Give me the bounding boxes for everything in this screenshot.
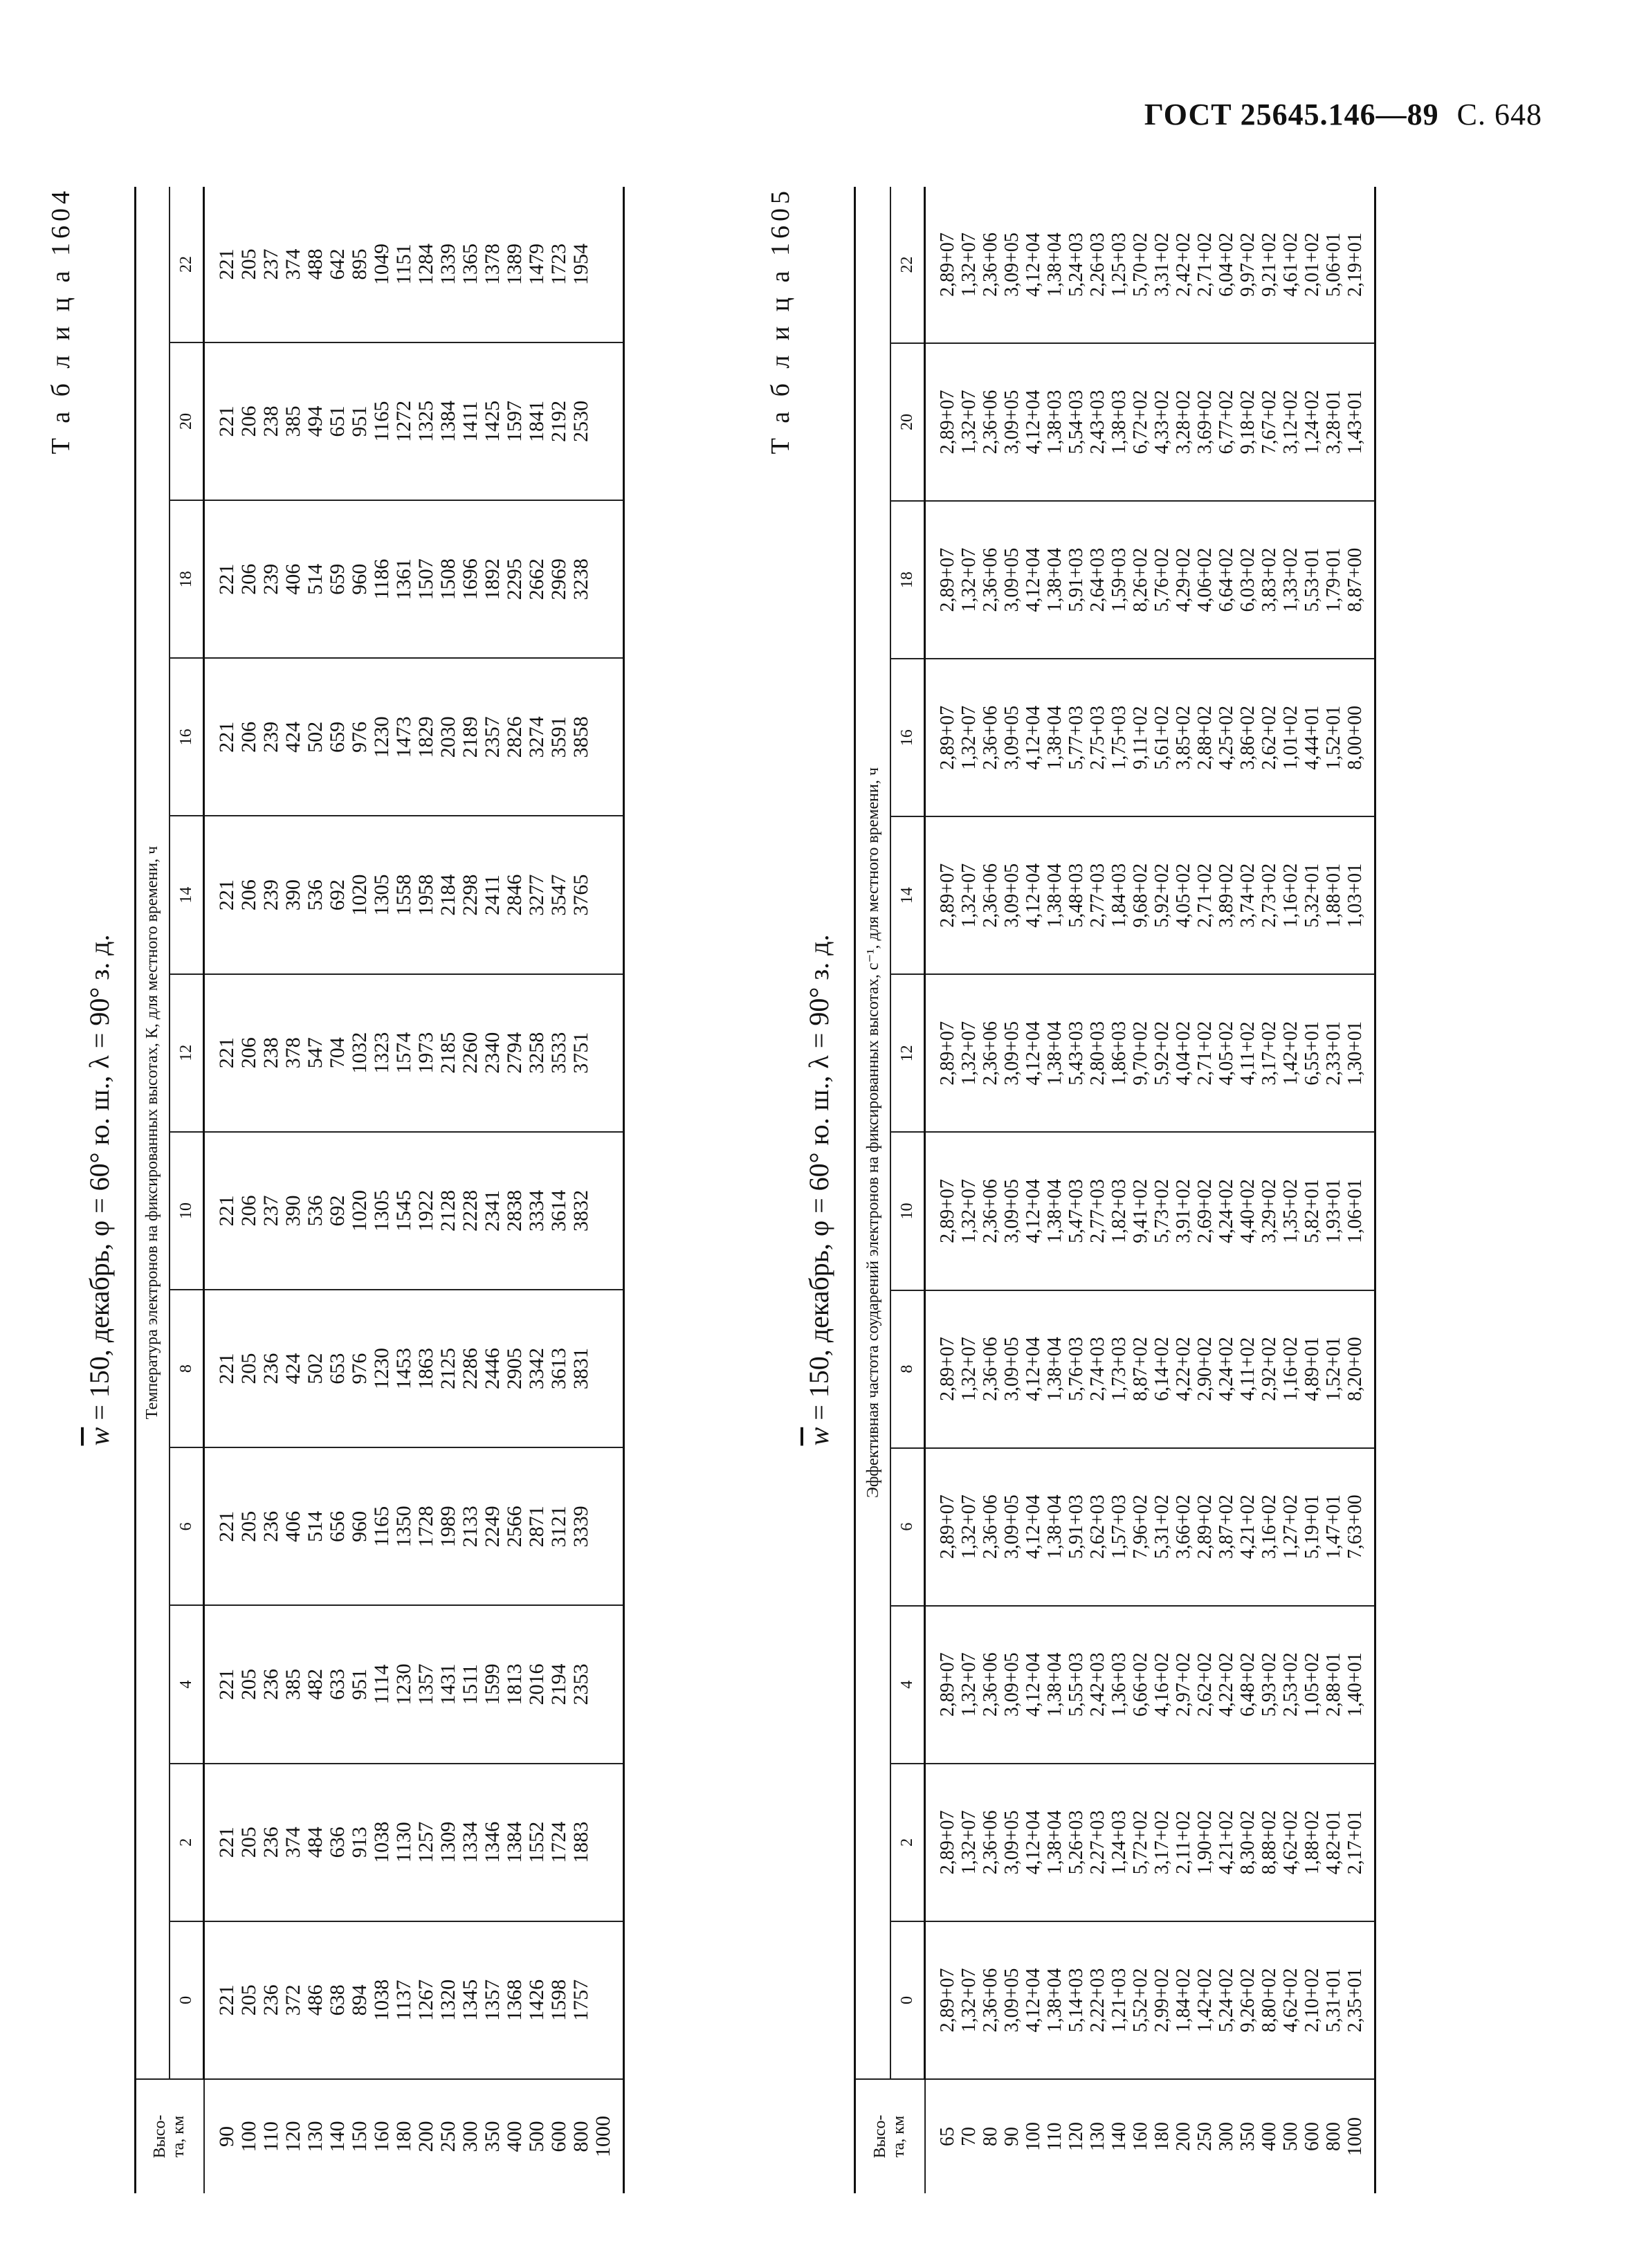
value-column: 221 205 236 374 484 636 913 1038 1130 1257 1309 1334 1346 1384 1552 1724 1883 (204, 1764, 624, 1921)
value-column: 2,89+07 1,32+07 2,36+06 3,09+05 4,12+04 1,38+04 5,91+03 2,62+03 1,57+03 7,96+02 5,31+02 3,66+02 2,89+02 3,87+02 4,21+02 3,16+02 1,27+02 5,19+01 1,47+01 7,63+00 (925, 1448, 1375, 1606)
table-title (761, 187, 844, 2193)
hour-header: 22 (890, 187, 925, 343)
value-column: 221 205 236 424 502 653 976 1230 1453 1863 2125 2286 2446 2905 3342 3613 3831 (204, 1290, 624, 1447)
title-text: = 150, декабрь, φ = 60° ю. ш., λ = 90° з. д. (84, 934, 115, 1427)
value-column: 2,89+07 1,32+07 2,36+06 3,09+05 4,12+04 1,38+04 5,24+03 2,26+03 1,25+03 5,70+02 3,31+02 2,42+02 2,71+02 6,04+02 9,97+02 9,21+02 4,61+02 2,01+02 5,06+01 2,19+01 (925, 187, 1375, 343)
value-column: 2,89+07 1,32+07 2,36+06 3,09+05 4,12+04 1,38+04 5,91+03 2,64+03 1,59+03 8,26+02 5,76+02 4,29+02 4,06+02 6,64+02 6,03+02 3,83+02 1,33+02 5,53+01 1,79+01 8,87+00 (925, 501, 1375, 659)
table-row (204, 187, 624, 2193)
table-label: Т а б л и ц а 1605 (766, 187, 795, 455)
hour-header: 0 (170, 1921, 204, 2079)
value-column: 221 206 238 385 494 651 951 1165 1272 1325 1384 1411 1425 1597 1841 2192 2530 (204, 342, 624, 500)
value-column: 221 205 236 406 514 656 960 1165 1350 1728 1989 2133 2249 2566 2871 3121 3339 (204, 1447, 624, 1605)
hour-header: 4 (170, 1605, 204, 1763)
hour-header: 8 (170, 1290, 204, 1447)
table-caption: Эффективная частота соударений электронов на фиксированных высотах, с⁻¹, для местного времени, ч (855, 187, 891, 2079)
value-column: 221 206 237 390 536 692 1020 1305 1545 1922 2128 2228 2341 2838 3334 3614 3832 (204, 1132, 624, 1290)
data-table (854, 187, 1376, 2193)
value-column: 221 205 236 385 482 633 951 1114 1230 1357 1431 1511 1599 1813 2016 2194 2353 (204, 1605, 624, 1763)
title-symbol: $\overline{w}$ (803, 1427, 834, 1446)
hour-header: 0 (890, 1921, 925, 2079)
title-text: = 150, декабрь, φ = 60° ю. ш., λ = 90° з. д. (803, 934, 834, 1427)
hour-header: 12 (170, 974, 204, 1132)
value-column: 221 206 239 390 536 692 1020 1305 1558 1958 2184 2298 2411 2846 3277 3547 3765 (204, 816, 624, 974)
hour-header: 8 (890, 1290, 925, 1448)
table-row (925, 187, 1375, 2193)
table-label: Т а б л и ц а 1604 (46, 187, 75, 455)
hour-header: 16 (890, 659, 925, 816)
value-column: 2,89+07 1,32+07 2,36+06 3,09+05 4,12+04 1,38+04 5,14+03 2,22+03 1,21+03 5,52+02 2,99+02 1,84+02 1,42+02 5,24+02 9,26+02 8,80+02 4,62+02 2,10+02 5,31+01 2,35+01 (925, 1921, 1375, 2079)
height-header: Высо- та, км (136, 2079, 204, 2193)
table-1604-block (42, 187, 733, 2193)
value-column: 2,89+07 1,32+07 2,36+06 3,09+05 4,12+04 1,38+04 5,48+03 2,77+03 1,84+03 9,68+02 5,92+02 4,05+02 2,71+02 3,89+02 3,74+02 2,73+02 1,16+02 5,32+01 1,88+01 1,03+01 (925, 816, 1375, 974)
hour-header: 20 (890, 343, 925, 501)
hour-header: 6 (890, 1448, 925, 1606)
table-caption: Температура электронов на фиксированных высотах, К, для местного времени, ч (136, 187, 170, 2079)
table-1605-block (761, 187, 1508, 2193)
value-column: 221 206 239 424 502 659 976 1230 1473 1829 2030 2189 2357 2826 3274 3591 3858 (204, 658, 624, 816)
hour-header: 22 (170, 187, 204, 342)
value-column: 2,89+07 1,32+07 2,36+06 3,09+05 4,12+04 1,38+04 5,43+03 2,80+03 1,86+03 9,70+02 5,92+02 4,04+02 2,71+02 4,05+02 4,11+02 3,17+02 1,42+02 6,55+01 2,33+01 1,30+01 (925, 974, 1375, 1132)
hour-header: 4 (890, 1606, 925, 1764)
hour-header: 16 (170, 658, 204, 816)
page-header (1144, 97, 1542, 132)
hour-header: 20 (170, 342, 204, 500)
height-column: 65 70 80 90 100 110 120 130 140 160 180 200 250 300 350 400 500 600 800 1000 (936, 2117, 1366, 2156)
value-column: 2,89+07 1,32+07 2,36+06 3,09+05 4,12+04 1,38+04 5,77+03 2,75+03 1,75+03 9,11+02 5,61+02 3,85+02 2,88+02 4,25+02 3,86+02 2,62+02 1,01+02 4,44+01 1,52+01 8,00+00 (925, 659, 1375, 816)
data-table (134, 187, 625, 2193)
hour-header: 18 (890, 501, 925, 659)
standard-number: ГОСТ 25645.146—89 (1144, 98, 1439, 131)
hour-header: 14 (890, 816, 925, 974)
hour-header: 10 (890, 1132, 925, 1290)
hour-header: 14 (170, 816, 204, 974)
hour-header: 10 (170, 1132, 204, 1290)
hour-header: 6 (170, 1447, 204, 1605)
value-column: 221 205 236 372 486 638 894 1038 1137 1267 1320 1345 1357 1368 1426 1598 1757 (204, 1921, 624, 2079)
value-column: 221 205 237 374 488 642 895 1049 1151 1284 1339 1365 1378 1389 1479 1723 1954 (204, 187, 624, 342)
table-title (42, 187, 125, 2193)
hour-header: 18 (170, 500, 204, 658)
value-column: 2,89+07 1,32+07 2,36+06 3,09+05 4,12+04 1,38+04 5,26+03 2,27+03 1,24+03 5,72+02 3,17+02 2,11+02 1,90+02 4,21+02 8,30+02 8,88+02 4,62+02 1,88+02 4,82+01 2,17+01 (925, 1764, 1375, 1921)
value-column: 2,89+07 1,32+07 2,36+06 3,09+05 4,12+04 1,38+03 5,54+03 2,43+03 1,38+03 6,72+02 4,33+02 3,28+02 3,69+02 6,77+02 9,18+02 7,67+02 3,12+02 1,24+02 3,28+01 1,43+01 (925, 343, 1375, 501)
value-column: 2,89+07 1,32+07 2,36+06 3,09+05 4,12+04 1,38+04 5,47+03 2,77+03 1,82+03 9,41+02 5,73+02 3,91+02 2,69+02 4,24+02 4,40+02 3,29+02 1,35+02 5,82+01 1,93+01 1,06+01 (925, 1132, 1375, 1290)
page-number: С. 648 (1456, 98, 1542, 131)
hour-header: 12 (890, 974, 925, 1132)
height-header: Высо- та, км (855, 2079, 925, 2193)
height-column: 90 100 110 120 130 140 150 160 180 200 250 300 350 400 500 600 800 1000 (214, 2116, 614, 2157)
value-column: 221 206 239 406 514 659 960 1186 1361 1507 1508 1696 1892 2295 2662 2969 3238 (204, 500, 624, 658)
hour-header: 2 (890, 1764, 925, 1921)
hour-header: 2 (170, 1764, 204, 1921)
value-column: 2,89+07 1,32+07 2,36+06 3,09+05 4,12+04 1,38+04 5,55+03 2,42+03 1,36+03 6,66+02 4,16+02 2,97+02 2,62+02 4,22+02 6,48+02 5,93+02 2,53+02 1,05+02 2,88+01 1,40+01 (925, 1606, 1375, 1764)
title-symbol: $\overline{w}$ (84, 1427, 115, 1446)
value-column: 2,89+07 1,32+07 2,36+06 3,09+05 4,12+04 1,38+04 5,76+03 2,74+03 1,73+03 8,87+02 6,14+02 4,22+02 2,90+02 4,24+02 4,11+02 2,92+02 1,16+02 4,89+01 1,52+01 8,20+00 (925, 1290, 1375, 1448)
value-column: 221 206 238 378 547 704 1032 1323 1574 1973 2185 2260 2340 2794 3258 3533 3751 (204, 974, 624, 1132)
